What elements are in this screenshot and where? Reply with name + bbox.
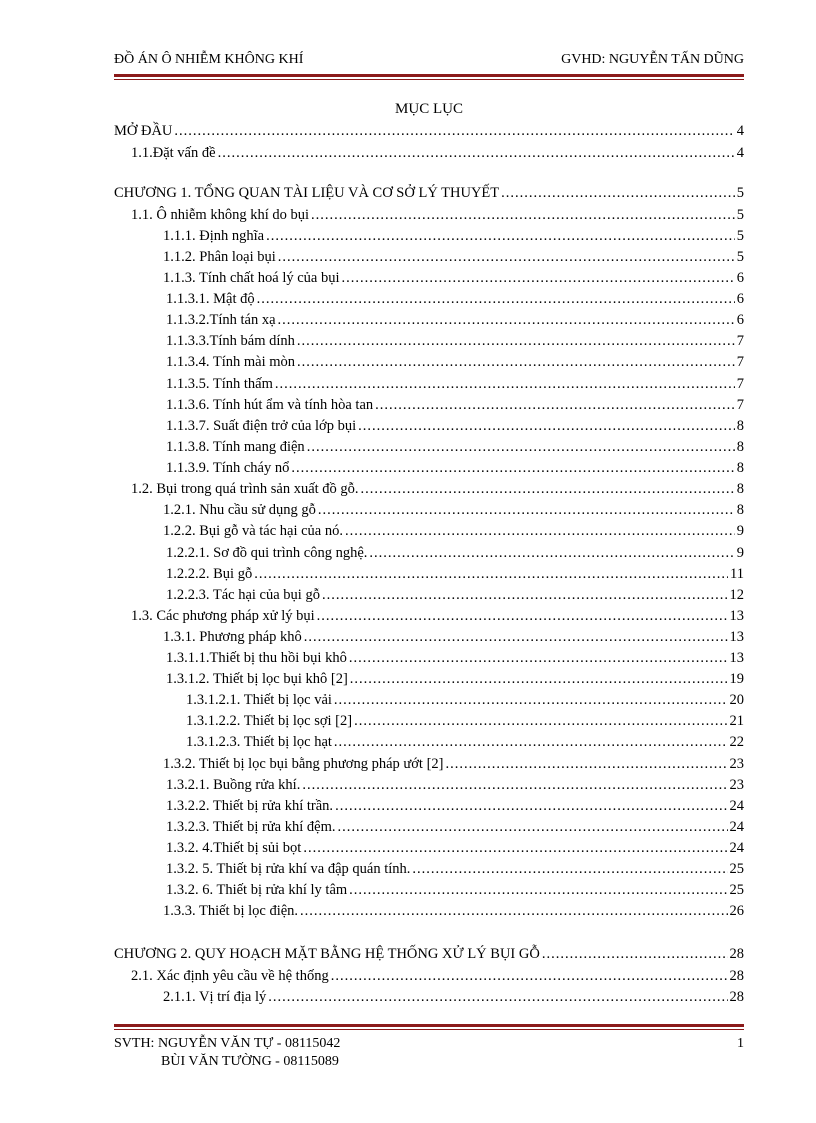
toc-entry-text: 1.1.3.8. Tính mang điện bbox=[166, 439, 305, 455]
toc-entry-page: 25 bbox=[729, 861, 744, 877]
toc-entry[interactable] bbox=[163, 247, 744, 267]
toc-entry-text: 1.1.3.3.Tính bám dính bbox=[166, 333, 295, 349]
toc-entry[interactable] bbox=[166, 564, 744, 584]
footer-rule-thin bbox=[114, 1029, 744, 1030]
toc-entry-text: 1.3.1.2.1. Thiết bị lọc vải bbox=[186, 692, 332, 708]
toc-entry[interactable] bbox=[166, 669, 744, 689]
toc-entry[interactable] bbox=[186, 711, 744, 731]
toc-entry-page: 13 bbox=[729, 608, 744, 624]
toc-entry[interactable] bbox=[166, 310, 744, 330]
toc-entry-text: 1.3.2.3. Thiết bị rửa khí đệm. bbox=[166, 819, 336, 835]
toc-entry-page: 12 bbox=[729, 587, 744, 603]
toc-entry-text: 1.1.3.4. Tính mài mòn bbox=[166, 354, 296, 370]
toc-entry[interactable] bbox=[114, 944, 744, 964]
toc-entry-page: 28 bbox=[729, 989, 744, 1005]
toc-entry-text: 1.3.2.1. Buồng rửa khí. bbox=[166, 777, 301, 793]
toc-entry-page: 28 bbox=[729, 946, 744, 962]
toc-entry-text: 1.1.3.6. Tính hút ẩm và tính hòa tan bbox=[166, 397, 374, 413]
toc-entry[interactable] bbox=[163, 987, 744, 1007]
toc-entry[interactable] bbox=[166, 775, 744, 795]
footer-student-1: SVTH: NGUYỄN VĂN TỰ - 08115042 bbox=[114, 1036, 341, 1051]
footer-student-2: BÙI VĂN TƯỜNG - 08115089 bbox=[161, 1054, 339, 1069]
toc-entry[interactable] bbox=[166, 543, 744, 563]
toc-entry-text: 1.3. Các phương pháp xử lý bụi bbox=[131, 608, 315, 624]
toc-entry[interactable] bbox=[114, 121, 744, 141]
toc-entry-page: 24 bbox=[729, 840, 744, 856]
toc-entry[interactable] bbox=[166, 648, 744, 668]
toc-entry-text: 1.1.1. Định nghĩa bbox=[163, 228, 265, 244]
toc-entry-page: 6 bbox=[736, 270, 744, 286]
toc-entry-text: 2.1. Xác định yêu cầu về hệ thống bbox=[131, 968, 329, 984]
toc-entry-page: 5 bbox=[736, 249, 744, 265]
header-rule-thick bbox=[114, 74, 744, 77]
toc-entry-page: 21 bbox=[729, 713, 744, 729]
toc-entry[interactable] bbox=[186, 690, 744, 710]
toc-entry-page: 8 bbox=[736, 502, 744, 518]
toc-entry-page: 24 bbox=[729, 798, 744, 814]
toc-entry-text: 1.2.2.3. Tác hại của bụi gỗ bbox=[166, 587, 320, 603]
toc-entry[interactable] bbox=[166, 331, 744, 351]
toc-entry-text: 1.2.1. Nhu cầu sử dụng gỗ bbox=[163, 502, 316, 518]
toc-entry[interactable] bbox=[166, 352, 744, 372]
toc-entry-page: 9 bbox=[736, 523, 744, 539]
toc-entry-text: CHƯƠNG 1. TỔNG QUAN TÀI LIỆU VÀ CƠ SỞ LÝ THUYẾT bbox=[114, 185, 500, 201]
toc-entry-text: 1.1.3.2.Tính tán xạ bbox=[166, 312, 276, 328]
toc-entry-text: 1.3.1.2. Thiết bị lọc bụi khô [2] bbox=[166, 671, 348, 687]
toc-entry[interactable] bbox=[131, 606, 744, 626]
toc-entry[interactable] bbox=[166, 374, 744, 394]
toc-entry-page: 5 bbox=[736, 207, 744, 223]
toc-entry[interactable] bbox=[163, 500, 744, 520]
toc-entry[interactable] bbox=[166, 437, 744, 457]
toc-entry-text: 1.2. Bụi trong quá trình sản xuất đồ gỗ. bbox=[131, 481, 359, 497]
toc-entry-text: 1.1.3.9. Tính cháy nổ bbox=[166, 460, 290, 476]
toc-entry-page: 20 bbox=[729, 692, 744, 708]
toc-entry-page: 25 bbox=[729, 882, 744, 898]
toc-entry[interactable] bbox=[166, 585, 744, 605]
toc-entry[interactable] bbox=[131, 479, 744, 499]
toc-entry-page: 9 bbox=[736, 545, 744, 561]
toc-entry-page: 28 bbox=[729, 968, 744, 984]
footer-rule-thick bbox=[114, 1024, 744, 1027]
toc-entry-text: 1.3.3. Thiết bị lọc điện. bbox=[163, 903, 299, 919]
toc-entry-page: 13 bbox=[729, 650, 744, 666]
toc-entry[interactable] bbox=[166, 289, 744, 309]
toc-entry-text: 1.3.1.2.2. Thiết bị lọc sợi [2] bbox=[186, 713, 353, 729]
toc-entry[interactable] bbox=[166, 458, 744, 478]
toc-entry-page: 24 bbox=[729, 819, 744, 835]
toc-entry-page: 7 bbox=[736, 397, 744, 413]
toc-entry-page: 23 bbox=[729, 756, 744, 772]
toc-entry-text: 1.3.1.2.3. Thiết bị lọc hạt bbox=[186, 734, 332, 750]
header-left-title: ĐỒ ÁN Ô NHIỄM KHÔNG KHÍ bbox=[114, 52, 304, 67]
toc-entry-page: 7 bbox=[736, 333, 744, 349]
toc-entry[interactable] bbox=[163, 226, 744, 246]
toc-entry-page: 8 bbox=[736, 439, 744, 455]
toc-entry-page: 26 bbox=[729, 903, 744, 919]
toc-entry[interactable] bbox=[166, 859, 744, 879]
toc-entry-text: 1.3.2. 6. Thiết bị rửa khí ly tâm bbox=[166, 882, 348, 898]
toc-entry-text: 1.3.2. Thiết bị lọc bụi bằng phương pháp ướt [2] bbox=[163, 756, 444, 772]
toc-entry[interactable] bbox=[166, 817, 744, 837]
toc-entry[interactable] bbox=[186, 732, 744, 752]
toc-entry-text: 1.3.2. 5. Thiết bị rửa khí va đập quán tính. bbox=[166, 861, 411, 877]
toc-entry-page: 6 bbox=[736, 312, 744, 328]
header-right-advisor: GVHD: NGUYỄN TẤN DŨNG bbox=[561, 52, 744, 67]
toc-entry[interactable] bbox=[163, 754, 744, 774]
toc-entry-text: 1.1.3.1. Mật độ bbox=[166, 291, 255, 307]
toc-entry-text: 1.2.2.2. Bụi gỗ bbox=[166, 566, 253, 582]
toc-entry-text: 2.1.1. Vị trí địa lý bbox=[163, 989, 267, 1005]
toc-entry[interactable] bbox=[166, 395, 744, 415]
toc-entry-page: 22 bbox=[729, 734, 744, 750]
toc-entry-page: 8 bbox=[736, 460, 744, 476]
toc-entry-text: 1.3.1. Phương pháp khô bbox=[163, 629, 302, 645]
toc-entry[interactable] bbox=[131, 966, 744, 986]
toc-entry[interactable] bbox=[163, 627, 744, 647]
page-header bbox=[114, 52, 744, 72]
toc-entry-text: 1.1.3. Tính chất hoá lý của bụi bbox=[163, 270, 340, 286]
toc-entry[interactable] bbox=[131, 205, 744, 225]
toc-entry-text: CHƯƠNG 2. QUY HOẠCH MẶT BẰNG HỆ THỐNG XỬ LÝ BỤI GỖ bbox=[114, 946, 540, 962]
toc-entry-page: 11 bbox=[730, 566, 744, 582]
toc-entry-page: 23 bbox=[729, 777, 744, 793]
toc-entry-page: 4 bbox=[736, 123, 744, 139]
toc-entry-text: 1.2.2. Bụi gỗ và tác hại của nó. bbox=[163, 523, 343, 539]
toc-title: MỤC LỤC bbox=[395, 101, 463, 117]
toc-entry[interactable] bbox=[114, 183, 744, 203]
toc-entry[interactable] bbox=[163, 521, 744, 541]
toc-entry[interactable] bbox=[163, 901, 744, 921]
toc-entry-text: 1.1.3.5. Tính thấm bbox=[166, 376, 273, 392]
header-rule-thin bbox=[114, 79, 744, 80]
toc-entry-page: 8 bbox=[736, 481, 744, 497]
toc-entry-page: 4 bbox=[736, 145, 744, 161]
toc-entry-text: 1.1.Đặt vấn đề bbox=[131, 145, 216, 161]
toc-entry-text: 1.3.1.1.Thiết bị thu hồi bụi khô bbox=[166, 650, 347, 666]
toc-entry[interactable] bbox=[166, 416, 744, 436]
toc-entry-text: MỞ ĐẦU bbox=[114, 123, 173, 139]
toc-entry[interactable] bbox=[166, 838, 744, 858]
toc-entry-text: 1.1.2. Phân loại bụi bbox=[163, 249, 276, 265]
toc-entry-page: 7 bbox=[736, 354, 744, 370]
toc-entry-text: 1.3.2.2. Thiết bị rửa khí trần. bbox=[166, 798, 334, 814]
toc-entry-text: 1.3.2. 4.Thiết bị sủi bọt bbox=[166, 840, 302, 856]
toc-entry-page: 8 bbox=[736, 418, 744, 434]
toc-entry[interactable] bbox=[163, 268, 744, 288]
page-number: 1 bbox=[737, 1036, 744, 1051]
toc-entry[interactable] bbox=[131, 143, 744, 163]
toc-entry-page: 5 bbox=[736, 228, 744, 244]
toc-entry-page: 5 bbox=[736, 185, 744, 201]
toc-entry-page: 7 bbox=[736, 376, 744, 392]
toc-entry[interactable] bbox=[166, 880, 744, 900]
toc-entry-page: 13 bbox=[729, 629, 744, 645]
toc-entry-text: 1.1. Ô nhiễm không khí do bụi bbox=[131, 207, 310, 223]
toc-entry[interactable] bbox=[166, 796, 744, 816]
toc-entry-text: 1.2.2.1. Sơ đồ qui trình công nghệ. bbox=[166, 545, 368, 561]
toc-entry-page: 19 bbox=[729, 671, 744, 687]
toc-entry-text: 1.1.3.7. Suất điện trở của lớp bụi bbox=[166, 418, 357, 434]
toc-entry-page: 6 bbox=[736, 291, 744, 307]
